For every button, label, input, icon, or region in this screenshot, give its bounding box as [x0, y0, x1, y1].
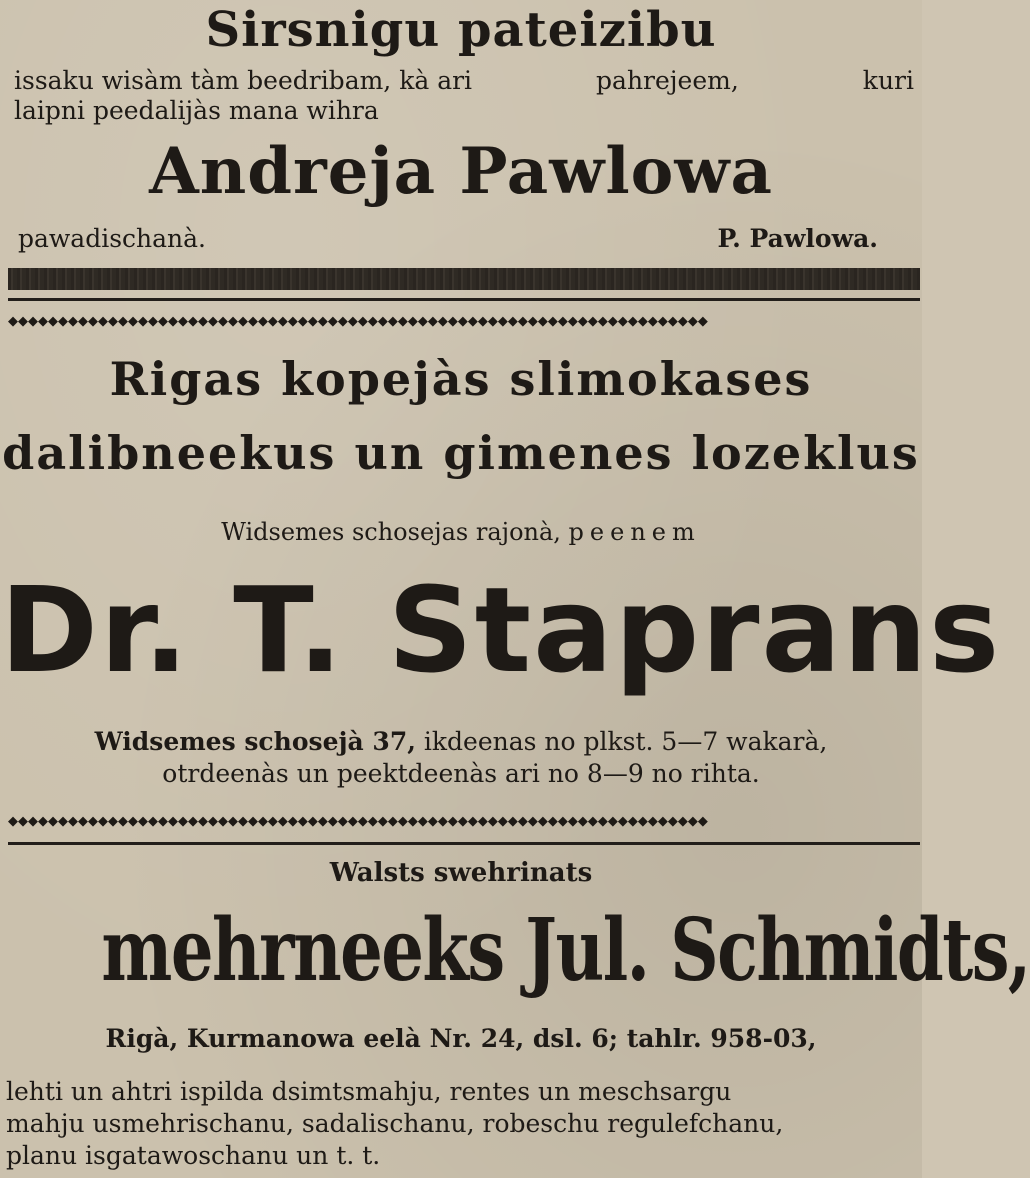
thanks-name: Andreja Pawlowa — [149, 134, 773, 209]
thanks-text — [14, 66, 914, 126]
surveyor-text — [6, 1076, 918, 1172]
ornament-divider-2: ◆◆◆◆◆◆◆◆◆◆◆◆◆◆◆◆◆◆◆◆◆◆◆◆◆◆◆◆◆◆◆◆◆◆◆◆◆◆◆◆◆◆◆◆◆◆◆◆◆◆◆◆◆◆◆◆◆◆◆◆◆◆◆◆◆◆◆◆◆◆ — [8, 814, 708, 829]
thin-divider — [8, 298, 920, 301]
thanks-closing: pawadischanà. — [18, 224, 207, 253]
surveyor-text-line1: lehti un ahtri ispilda dsimtsmahju, rentes un meschsargu — [6, 1077, 732, 1106]
surveyor-text-line3: planu isgatawoschanu un t. t. — [6, 1141, 381, 1170]
thanks-line1-mid: pahrejeem, — [596, 66, 739, 95]
doctor-intro-text: Widsemes schosejas rajonà, — [221, 518, 561, 546]
doctor-hours-line2: otrdeenàs un peektdeenàs ari no 8—9 no rihta. — [162, 759, 760, 788]
doctor-address — [0, 726, 922, 790]
thanks-line2: laipni peedalijàs mana wihra — [14, 96, 379, 125]
doctor-heading-line2: dalibneekus un gimenes lozeklus — [2, 426, 920, 480]
ornament-divider: ◆◆◆◆◆◆◆◆◆◆◆◆◆◆◆◆◆◆◆◆◆◆◆◆◆◆◆◆◆◆◆◆◆◆◆◆◆◆◆◆◆◆◆◆◆◆◆◆◆◆◆◆◆◆◆◆◆◆◆◆◆◆◆◆◆◆◆◆◆◆ — [8, 314, 708, 329]
thick-divider — [8, 268, 920, 290]
doctor-intro-spaced: peenem — [568, 518, 701, 546]
thanks-heading: Sirsnigu pateizibu — [205, 2, 717, 58]
surveyor-address: Rigà, Kurmanowa eelà Nr. 24, dsl. 6; tahlr. 958-03, — [105, 1024, 817, 1053]
doctor-intro — [0, 518, 922, 546]
doctor-heading-line1: Rigas kopejàs slimokases — [109, 352, 813, 406]
doctor-hours: ikdeenas no plkst. 5—7 wakarà, — [423, 727, 828, 756]
surveyor-title: Walsts swehrinats — [329, 858, 593, 888]
thanks-signature: P. Pawlowa. — [717, 224, 878, 253]
thin-divider-2 — [8, 842, 920, 845]
thanks-line1-right: kuri — [862, 66, 914, 95]
doctor-name: Dr. T. Staprans — [0, 561, 1002, 699]
doctor-street: Widsemes schosejà 37, — [94, 727, 416, 756]
surveyor-name: mehrneeks Jul. Schmidts, — [101, 900, 1030, 1001]
thanks-closing-row — [18, 224, 878, 253]
thanks-line1-left: issaku wisàm tàm beedribam, kà ari — [14, 66, 473, 95]
surveyor-text-line2: mahju usmehrischanu, sadalischanu, robeschu regulefchanu, — [6, 1109, 784, 1138]
